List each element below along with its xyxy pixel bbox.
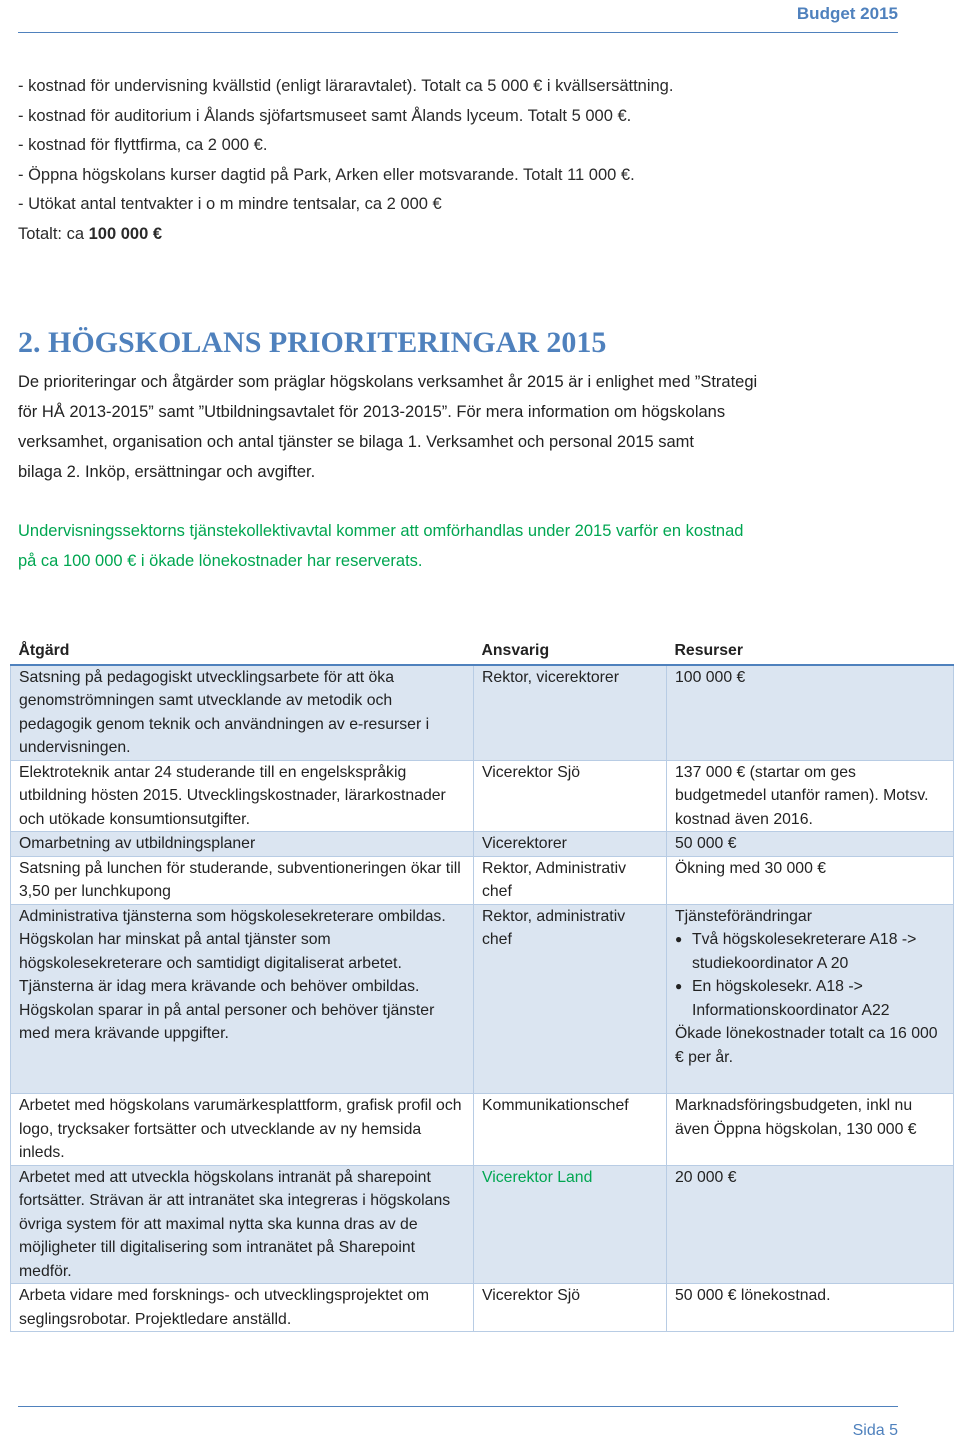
cell-resurser: 50 000 € lönekostnad. (667, 1284, 954, 1332)
cell-atgard: Elektroteknik antar 24 studerande till en engelskspråkig utbildning hösten 2015. Utvecklingskostnader, lärarkostnader och utökade konsumtionsutgifter. (11, 760, 474, 832)
table-row (11, 1094, 954, 1166)
resurser-outro: Ökade lönekostnader totalt ca 16 000 € per år. (675, 1025, 938, 1066)
paragraph-line: bilaga 2. Inköp, ersättningar och avgifter. (18, 463, 316, 481)
cell-atgard: Arbetet med att utveckla högskolans intranät på sharepoint fortsätter. Strävan är att intranätet ska integreras i högskolans övriga system för att maximal nytta ska kunna dras av de möjligheter till digitalisering som intranätet på Sharepoint medför. (11, 1165, 474, 1284)
cell-atgard: Administrativa tjänsterna som högskolesekreterare ombildas. Högskolan har minskat på antal tjänster som högskolesekreterare och samtidigt digitaliserat arbetet. Tjänsterna är idag mera krävande och behöver ombildas. Högskolan sparar in på antal personer och behöver tjänster med mera krävande uppgifter. (11, 904, 474, 1094)
section-number: 2. (18, 326, 41, 359)
resurser-bullet: ● Två högskolesekreterare A18 -> studiekoordinator A 20 (675, 928, 945, 975)
cell-resurser: 100 000 € (667, 665, 954, 761)
table-row (11, 760, 954, 832)
paragraph-line: verksamhet, organisation och antal tjänster se bilaga 1. Verksamhet och personal 2015 samt (18, 433, 694, 451)
paragraph-line: Undervisningssektorns tjänstekollektivavtal kommer att omförhandlas under 2015 varför en kostnad (18, 522, 744, 540)
cell-ansvarig: Rektor, administrativ chef (474, 904, 667, 1094)
cell-ansvarig (474, 1165, 667, 1284)
cell-resurser: Marknadsföringsbudgeten, inkl nu även Öppna högskolan, 130 000 € (667, 1094, 954, 1166)
table-row (11, 856, 954, 904)
cell-resurser: 20 000 € (667, 1165, 954, 1284)
cell-ansvarig-highlight: Vicerektor Land (482, 1168, 593, 1186)
priorities-table (10, 637, 954, 1332)
header-ansvarig: Ansvarig (474, 637, 667, 665)
page-number: Sida 5 (852, 1422, 898, 1439)
table-header-row (11, 637, 954, 665)
cost-total (18, 220, 898, 250)
cell-resurser: 50 000 € (667, 832, 954, 857)
header-resurser: Resurser (667, 637, 954, 665)
cell-resurser: Ökning med 30 000 € (667, 856, 954, 904)
cost-list (18, 72, 898, 249)
cost-total-label: Totalt: ca (18, 224, 89, 243)
table-row (11, 832, 954, 857)
cell-ansvarig: Vicerektor Sjö (474, 760, 667, 832)
cell-resurser: 137 000 € (startar om ges budgetmedel utanför ramen). Motsv. kostnad även 2016. (667, 760, 954, 832)
table-row (11, 1165, 954, 1284)
cell-atgard: Omarbetning av utbildningsplaner (11, 832, 474, 857)
resurser-intro: Tjänsteförändringar (675, 907, 812, 925)
cell-resurser (667, 904, 954, 1094)
intro-paragraph (18, 367, 918, 487)
cell-ansvarig: Vicerektorer (474, 832, 667, 857)
highlight-paragraph (18, 516, 918, 576)
header-atgard: Åtgärd (11, 637, 474, 665)
cost-list-item: - Utökat antal tentvakter i o m mindre tentsalar, ca 2 000 € (18, 195, 442, 213)
footer-divider (18, 1406, 898, 1407)
cell-atgard: Arbeta vidare med forsknings- och utvecklingsprojektet om seglingsrobotar. Projektledare anställd. (11, 1284, 474, 1332)
paragraph-line: De prioriteringar och åtgärder som präglar högskolans verksamhet år 2015 är i enlighet med ”Strategi (18, 373, 758, 391)
table-row (11, 1284, 954, 1332)
paragraph-line: på ca 100 000 € i ökade lönekostnader har reserverats. (18, 552, 423, 570)
cell-ansvarig: Vicerektor Sjö (474, 1284, 667, 1332)
cell-ansvarig: Kommunikationschef (474, 1094, 667, 1166)
cell-atgard: Satsning på lunchen för studerande, subventioneringen ökar till 3,50 per lunchkupong (11, 856, 474, 904)
cell-ansvarig: Rektor, Administrativ chef (474, 856, 667, 904)
cost-list-item: - Öppna högskolans kurser dagtid på Park, Arken eller motsvarande. Totalt 11 000 €. (18, 165, 635, 184)
paragraph-line: för HÅ 2013-2015” samt ”Utbildningsavtalet för 2013-2015”. För mera information om högskolans (18, 403, 726, 421)
resurser-bullet-list (675, 928, 945, 1022)
page-header-title: Budget 2015 (796, 4, 898, 23)
cost-list-item: - kostnad för undervisning kvällstid (enligt läraravtalet). Totalt ca 5 000 € i kvällsersättning. (18, 77, 674, 95)
section-heading (18, 326, 606, 360)
table-row (11, 904, 954, 1094)
cell-atgard: Satsning på pedagogiskt utvecklingsarbete för att öka genomströmningen samt utvecklande av metodik och pedagogik genom teknik och användningen av e-resurser i undervisningen. (11, 665, 474, 761)
header-divider (18, 32, 898, 33)
cost-list-item: - kostnad för flyttfirma, ca 2 000 €. (18, 136, 268, 154)
cost-list-item: - kostnad för auditorium i Ålands sjöfartsmuseet samt Ålands lyceum. Totalt 5 000 €. (18, 106, 632, 125)
cell-ansvarig: Rektor, vicerektorer (474, 665, 667, 761)
section-title: HÖGSKOLANS PRIORITERINGAR 2015 (48, 326, 607, 359)
cost-total-value: 100 000 € (88, 224, 163, 243)
cell-atgard: Arbetet med högskolans varumärkesplattform, grafisk profil och logo, trycksaker fortsätter och utvecklande av ny hemsida inleds. (11, 1094, 474, 1166)
table-row (11, 665, 954, 761)
resurser-bullet: ● En högskolesekr. A18 -> Informationskoordinator A22 (675, 975, 945, 1022)
